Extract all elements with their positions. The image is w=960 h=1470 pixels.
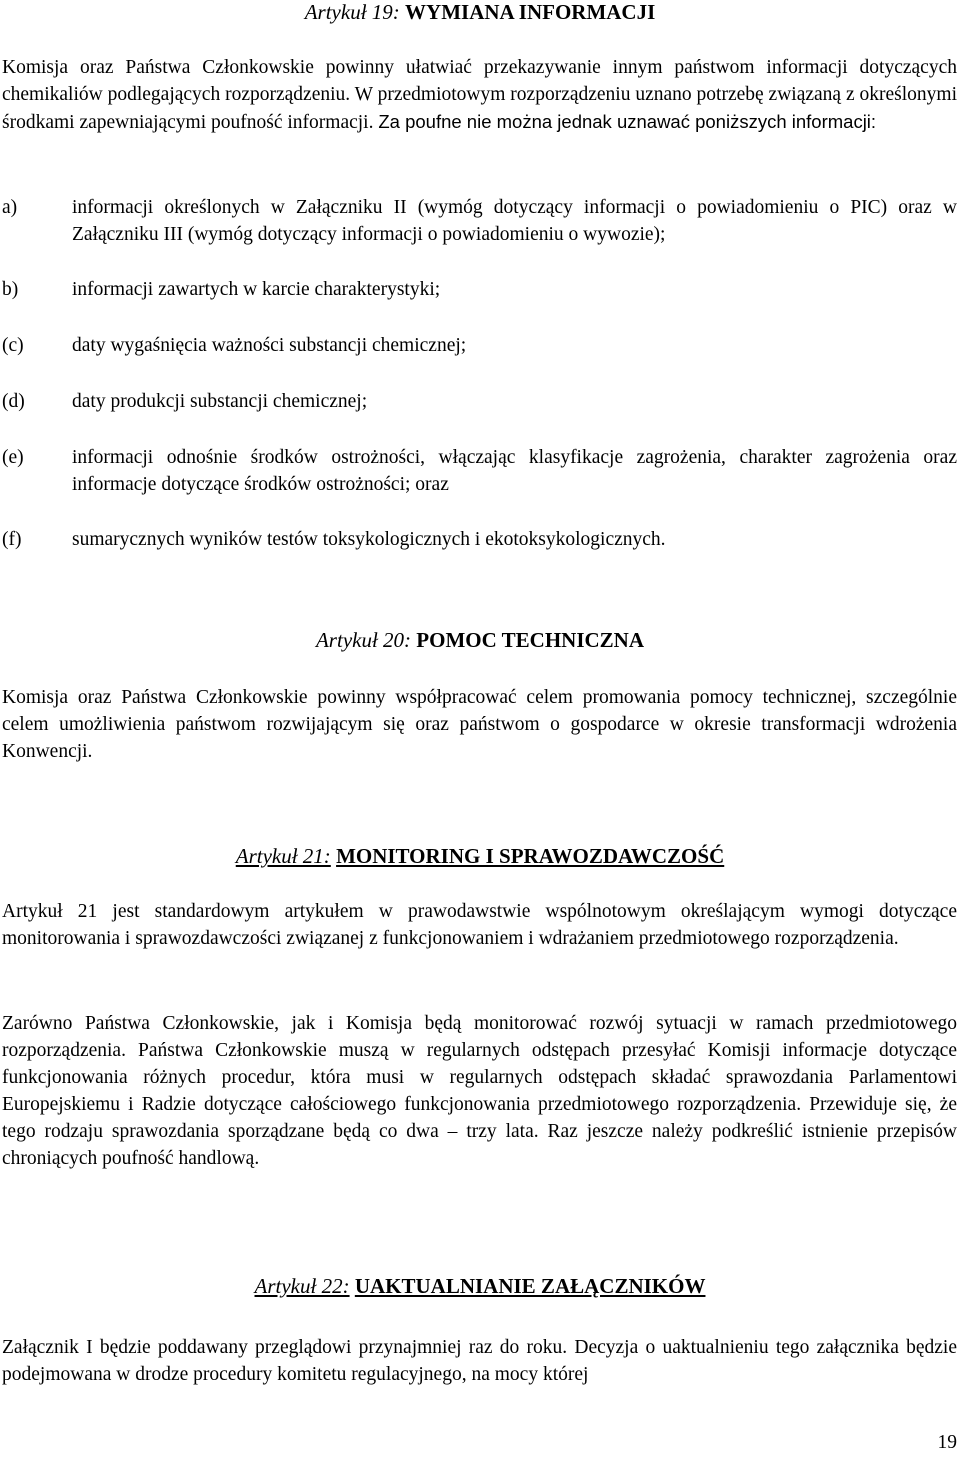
list-item-label: (c) — [2, 335, 24, 356]
article-22-title: UAKTUALNIANIE ZAŁĄCZNIKÓW — [354, 1274, 706, 1298]
article-20-heading — [0, 628, 960, 652]
article-21-number: Artykuł 21: — [235, 844, 331, 868]
page-number: 19 — [937, 1432, 957, 1453]
list-item-text: daty wygaśnięcia ważności substancji chemicznej; — [72, 335, 467, 356]
article-20-title: POMOC TECHNICZNA — [416, 628, 645, 652]
article-21-paragraph-2: Zarówno Państwa Członkowskie, jak i Komisja będą monitorować rozwój sytuacji w ramach przedmiotowego rozporządzenia. Państwa Członkowskie muszą w regularnych odstępach przesyłać Komisji informacje dotyczące funkcjonowania różnych procedur, która musi w regularnych odstępach składać sprawozdania Parlamentowi Europejskiemu i Radzie dotyczące całościowego funkcjonowania przedmiotowego rozporządzenia. Przewiduje się, że tego rodzaju sprawozdania sporządzane będą co dwa – trzy lata. Raz jeszcze należy podkreślić istnienie przepisów chroniących poufność handlową. — [2, 1013, 957, 1169]
list-item-label: (f) — [2, 529, 22, 550]
list-item — [2, 526, 957, 553]
list-item-label: b) — [2, 279, 19, 300]
article-22-heading — [0, 1274, 960, 1298]
article-21-heading — [0, 844, 960, 868]
article-19-paragraph — [2, 54, 957, 136]
article-21-paragraph-1: Artykuł 21 jest standardowym artykułem w prawodawstwie wspólnotowym określającym wymogi dotyczące monitorowania i sprawozdawczości związanej z funkcjonowaniem i wdrażaniem przedmiotowego rozporządzenia. — [2, 901, 957, 949]
list-item — [2, 276, 957, 303]
article-22-paragraph: Załącznik I będzie poddawany przeglądowi przynajmniej raz do roku. Decyzja o uaktualnieniu tego załącznika będzie podejmowana w drodze procedury komitetu regulacyjnego, na mocy której — [2, 1337, 957, 1385]
article-19-number: Artykuł 19: — [304, 0, 400, 24]
article-21-title: MONITORING I SPRAWOZDAWCZOŚĆ — [336, 844, 725, 868]
list-item — [2, 194, 957, 248]
list-item-label: (e) — [2, 447, 24, 468]
article-20-number: Artykuł 20: — [315, 628, 412, 652]
list-item-text: informacji odnośnie środków ostrożności, włączając klasyfikacje zagrożenia, charakter zagrożenia oraz informacje dotyczące środków ostrożności; oraz — [72, 447, 957, 495]
article-19-paragraph-b: Za poufne nie można jednak uznawać poniższych informacji: — [378, 111, 877, 132]
list-item — [2, 444, 957, 498]
list-item — [2, 332, 957, 359]
article-19-paragraph-a: Komisja oraz Państwa Członkowskie powinny ułatwiać przekazywanie innym państwom informacji dotyczących chemikaliów podlegających rozporządzeniu. W przedmiotowym rozporządzeniu uznano potrzebę związaną z określonymi środkami zapewniającymi poufność informacji. — [2, 57, 957, 133]
list-item-label: a) — [2, 197, 18, 218]
article-20-paragraph: Komisja oraz Państwa Członkowskie powinny współpracować celem promowania pomocy technicznej, szczególnie celem umożliwienia państwom rozwijającym się oraz państwom o gospodarce w okresie transformacji wdrożenia Konwencji. — [2, 687, 957, 762]
list-item-text: sumarycznych wyników testów toksykologicznych i ekotoksykologicznych. — [72, 529, 666, 550]
article-22-number: Artykuł 22: — [254, 1274, 350, 1298]
list-item-text: informacji zawartych w karcie charakterystyki; — [72, 279, 441, 300]
article-19-heading — [0, 0, 960, 24]
article-19-title: WYMIANA INFORMACJI — [405, 0, 656, 24]
list-item-label: (d) — [2, 391, 25, 412]
list-item-text: daty produkcji substancji chemicznej; — [72, 391, 368, 412]
list-item — [2, 388, 957, 415]
list-item-text: informacji określonych w Załączniku II (wymóg dotyczący informacji o powiadomieniu o PIC) oraz w Załączniku III (wymóg dotyczący informacji o powiadomieniu o wywozie); — [72, 197, 957, 245]
